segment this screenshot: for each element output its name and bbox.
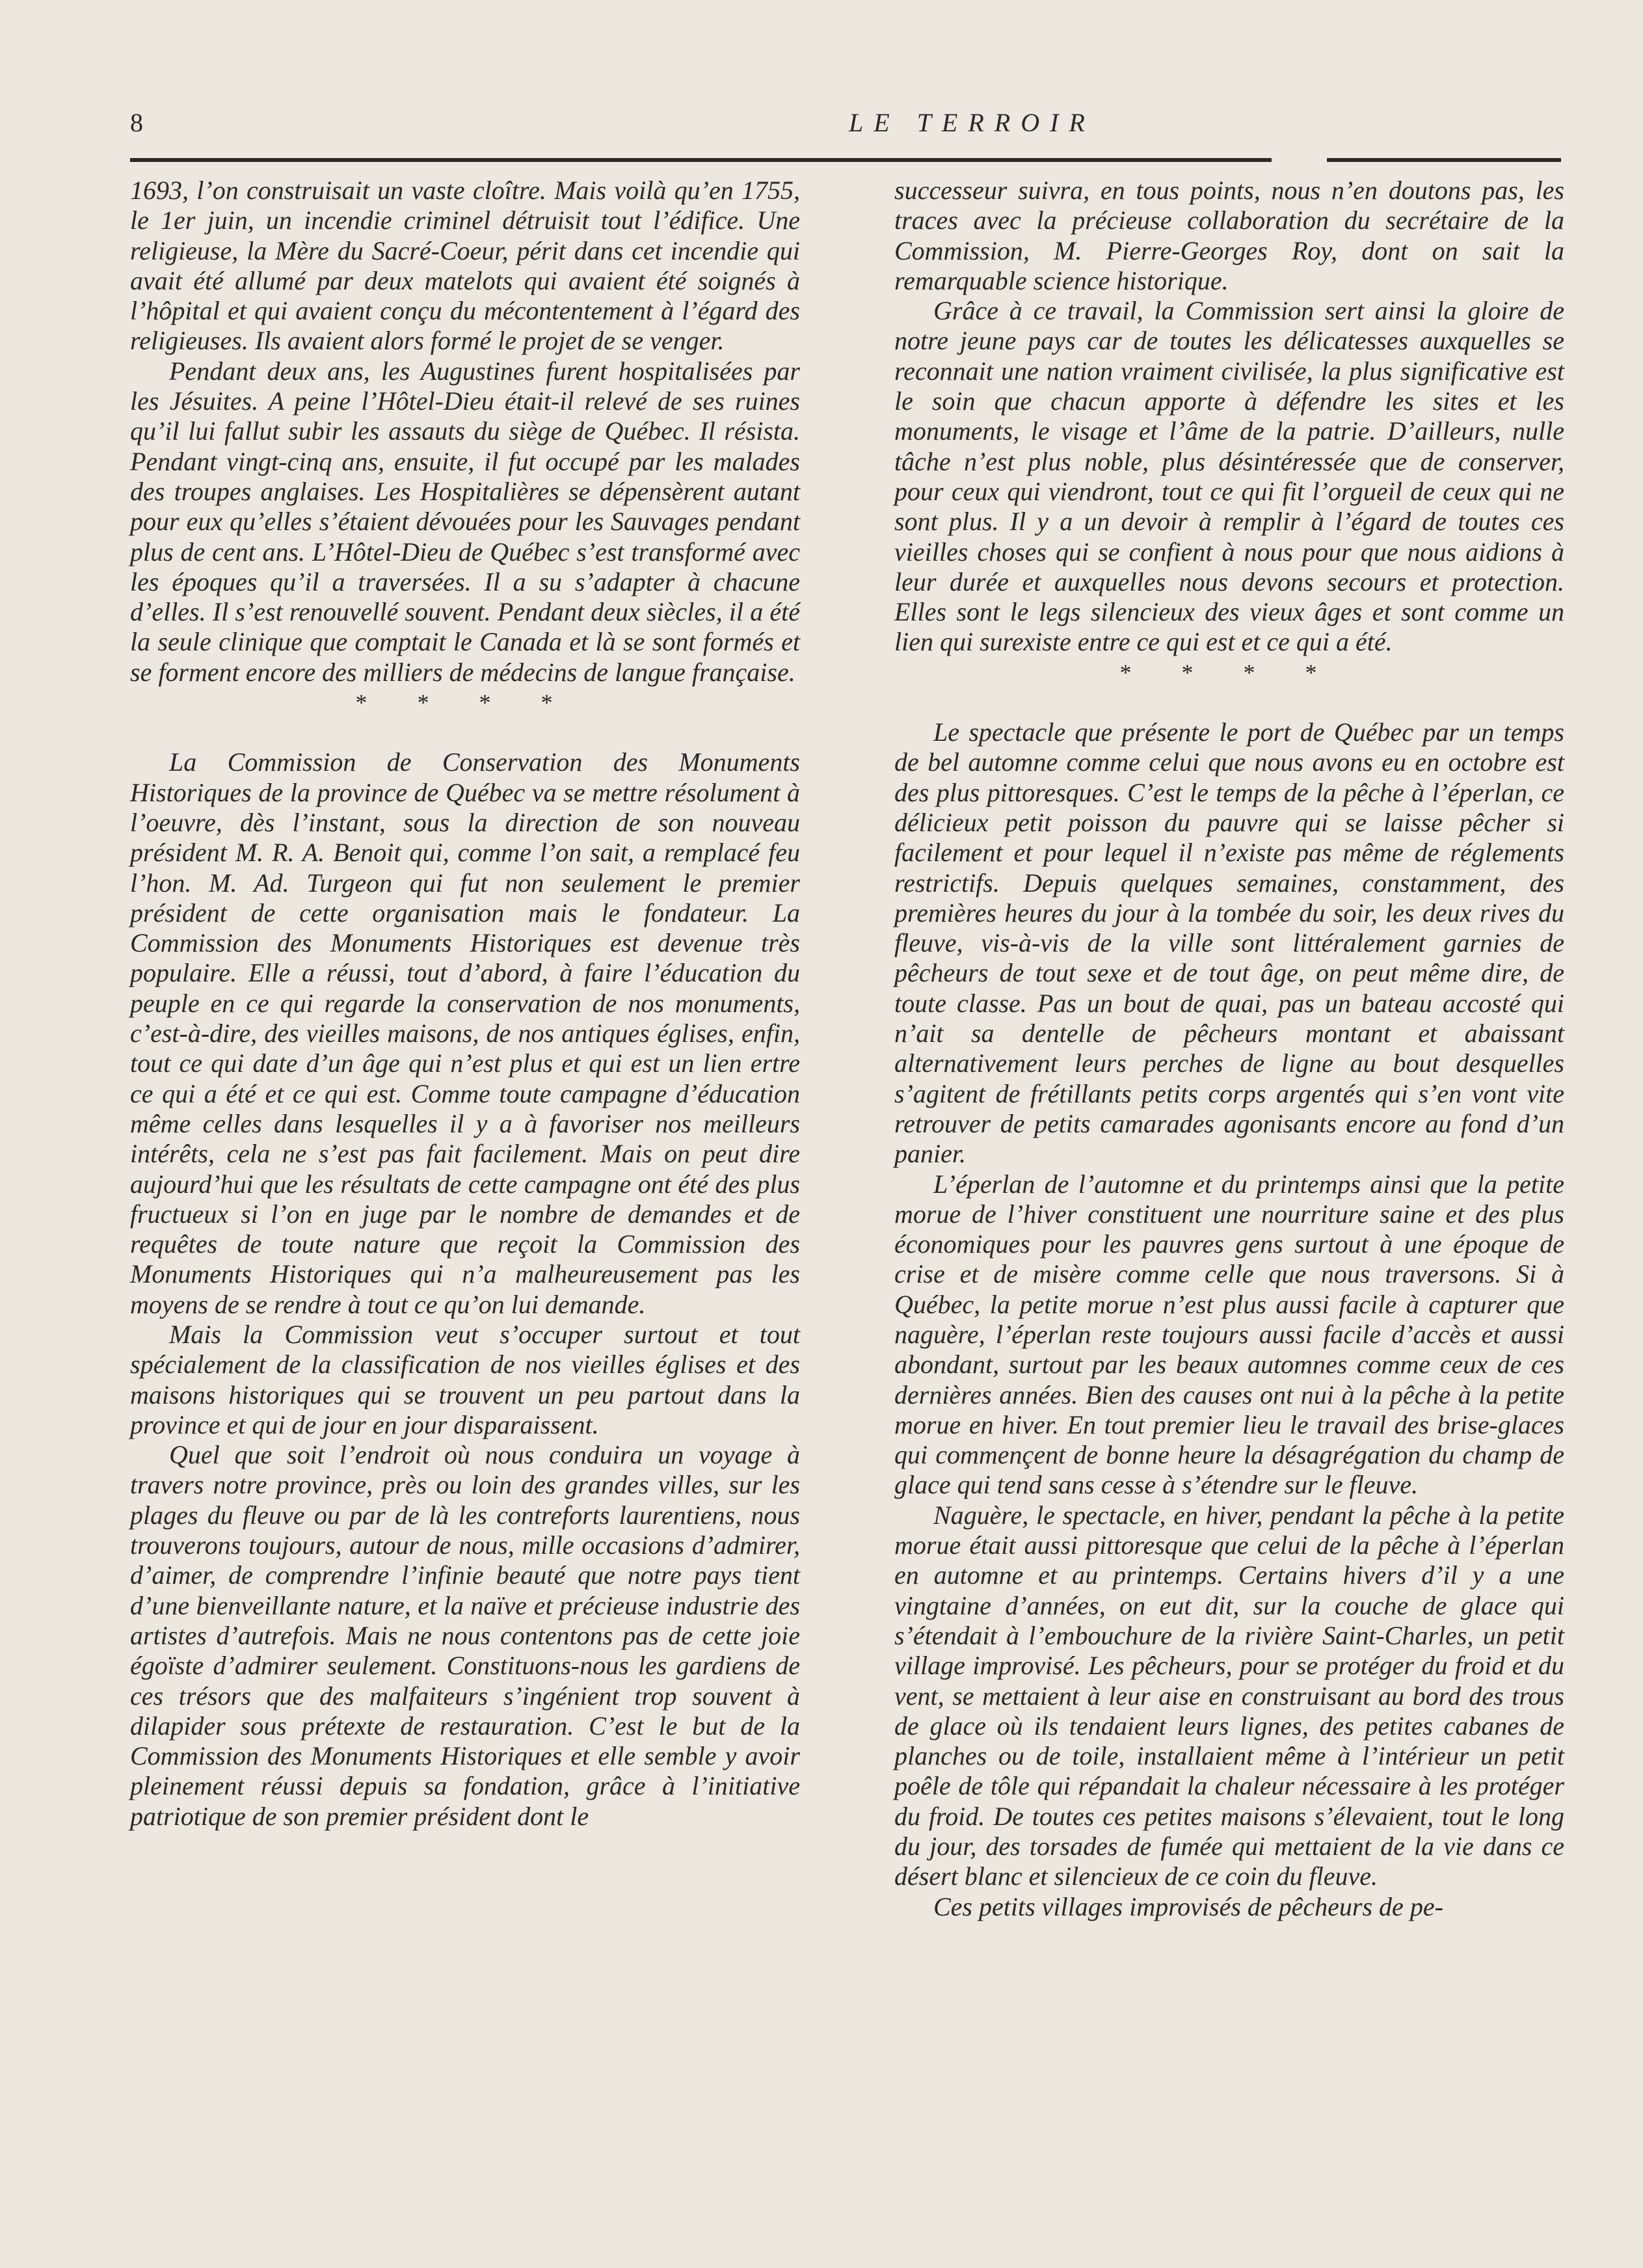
paragraph: 1693, l’on construisait un vaste cloître. Mais voilà qu’en 1755, le 1er juin, un incendie criminel détruisit tout l’édifice. Une religieuse, la Mère du Sacré-Coeur, périt dans cet incendie qui avait été allumé par deux matelots qui avaient été soignés à l’hôpital et qui avaient conçu du mécontentement à l’égard des religieuses. Ils avaient alors formé le projet de se venger. xyxy=(130,176,800,356)
paragraph: La Commission de Conservation des Monuments Historiques de la province de Québec va se mettre résolument à l’oeuvre, dès l’instant, sous la direction de son nouveau président M. R. A. Benoit qui, comme l’on sait, a remplacé feu l’hon. M. Ad. Turgeon qui fut non seulement le premier président de cette organisation mais le fondateur. La Commission des Monuments Historiques est devenue très populaire. Elle a réussi, tout d’abord, à faire l’éducation du peuple en ce qui regarde la conservation de nos monuments, c’est-à-dire, des vieilles maisons, de nos antiques églises, enfin, tout ce qui date d’un âge qui n’est plus et qui est un lien ertre ce qui a été et ce qui est. Comme toute campagne d’éducation même celles dans lesquelles il y a à favoriser nos meilleurs intérêts, cela ne s’est pas fait facilement. Mais on peut dire aujourd’hui que les résultats de cette campagne ont été des plus fructueux si l’on en juge par le nombre de demandes et de requêtes de toute nature que reçoit la Commission des Monuments Historiques qui n’a malheureusement pas les moyens de se rendre à tout ce qu’on lui demande. xyxy=(130,747,800,1319)
paragraph: Quel que soit l’endroit où nous conduira un voyage à travers notre province, près ou loin des grandes villes, sur les plages du fleuve ou par de là les contreforts laurentiens, nous trouverons toujours, autour de nous, mille occasions d’admirer, d’aimer, de comprendre l’infinie beauté que notre pays tient d’une bienveillante nature, et la naïve et précieuse industrie des artistes d’autrefois. Mais ne nous contentons pas de cette joie égoïste d’admirer seulement. Constituons-nous les gardiens de ces trésors que des malfaiteurs s’ingénient trop souvent à dilapider sous prétexte de restauration. C’est le but de la Commission des Monuments Historiques et elle semble y avoir pleinement réussi depuis sa fondation, grâce à l’initiative patriotique de son premier président dont le xyxy=(130,1440,800,1831)
spacer xyxy=(130,717,800,747)
paragraph: Grâce à ce travail, la Commission sert ainsi la gloire de notre jeune pays car de toutes les délicatesses auxquelles se reconnait une nation vraiment civilisée, la plus significative est le soin que chacun apporte à défendre les sites et les monuments, le visage et l’âme de la patrie. D’ailleurs, nulle tâche n’est plus noble, plus désintéressée que de conserver, pour ceux qui viendront, tout ce qui fit l’orgueil de ceux qui ne sont plus. Il y a un devoir à remplir à l’égard de toutes ces vieilles choses qui se confient à nous pour que nous aidions à leur durée et auxquelles nous devons secours et protection. Elles sont le legs silencieux des vieux âges et sont comme un lien qui surexiste entre ce qui est et ce qui a été. xyxy=(894,296,1564,657)
paragraph: successeur suivra, en tous points, nous n’en doutons pas, les traces avec la précieuse collaboration du secrétaire de la Commission, M. Pierre-Georges Roy, dont on sait la remarquable science historique. xyxy=(894,176,1564,295)
page-header xyxy=(130,107,1561,146)
spacer xyxy=(894,687,1564,717)
header-rule-left xyxy=(130,158,1272,162)
section-separator: * * * * xyxy=(355,689,575,716)
section-separator: * * * * xyxy=(1119,659,1339,686)
paragraph: Naguère, le spectacle, en hiver, pendant la pêche à la petite morue était aussi pittoresque que celui de la pêche à l’éperlan en automne et au printemps. Certains hivers d’il y a une vingtaine d’années, on eut dit, sur la couche de glace qui s’étendait à l’embouchure de la rivière Saint-Charles, un petit village improvisé. Les pêcheurs, pour se protéger du froid et du vent, se mettaient à leur aise en construisant au bord des trous de glace où ils tendaient leurs lignes, des petites cabanes de planches ou de toile, installaient même à l’intérieur un petit poêle de tôle qui répandait la chaleur nécessaire à les protéger du froid. De toutes ces petites maisons s’élevaient, tout le long du jour, des torsades de fumée qui mettaient de la vie dans ce désert blanc et silencieux de ce coin du fleuve. xyxy=(894,1500,1564,1891)
right-column xyxy=(894,176,1564,1922)
paragraph: L’éperlan de l’automne et du printemps ainsi que la petite morue de l’hiver constituent une nourriture saine et des plus économiques pour les pauvres gens surtout à une époque de crise et de misère comme celle que nous traversons. Si à Québec, la petite morue n’est plus aussi facile à capturer que naguère, l’éperlan reste toujours aussi facile d’accès et aussi abondant, surtout par les beaux automnes comme ceux de ces dernières années. Bien des causes ont nui à la pêche à la petite morue en hiver. En tout premier lieu le travail des brise-glaces qui commençent de bonne heure la désagrégation du champ de glace qui tend sans cesse à s’étendre sur le fleuve. xyxy=(894,1169,1564,1500)
page-number: 8 xyxy=(130,108,143,137)
paragraph: Le spectacle que présente le port de Québec par un temps de bel automne comme celui que nous avons eu en octobre est des plus pittoresques. C’est le temps de la pêche à l’éperlan, ce délicieux petit poisson du pauvre qui se laisse pêcher si facilement et pour lequel il n’existe pas même de réglements restrictifs. Depuis quelques semaines, constamment, des premières heures du jour à la tombée du soir, les deux rives du fleuve, vis-à-vis de la ville sont littéralement garnies de pêcheurs de tout sexe et de tout âge, on peut même dire, de toute classe. Pas un bout de quai, pas un bateau accosté qui n’ait sa dentelle de pêcheurs montant et abaissant alternativement leurs perches de ligne au bout desquelles s’agitent de frétillants petits corps argentés qui s’en vont vite retrouver de petits camarades agonisants encore au fond d’un panier. xyxy=(894,717,1564,1169)
journal-title: LE TERROIR xyxy=(849,108,1095,137)
header-rule-right xyxy=(1327,158,1561,162)
paragraph: Mais la Commission veut s’occuper surtout et tout spécialement de la classification de nos vieilles églises et des maisons historiques qui se trouvent un peu partout dans la province et qui de jour en jour disparaissent. xyxy=(130,1319,800,1439)
paragraph: Pendant deux ans, les Augustines furent hospitalisées par les Jésuites. A peine l’Hôtel-Dieu était-il relevé de ses ruines qu’il lui fallut subir les assauts du siège de Québec. Il résista. Pendant vingt-cinq ans, ensuite, il fut occupé par les malades des troupes anglaises. Les Hospitalières se dépensèrent autant pour eux qu’elles s’étaient dévouées pour les Sauvages pendant plus de cent ans. L’Hôtel-Dieu de Québec s’est transformé avec les époques qu’il a traversées. Il a su s’adapter à chacune d’elles. Il s’est renouvellé souvent. Pendant deux siècles, il a été la seule clinique que comptait le Canada et là se sont formés et se forment encore des milliers de médecins de langue française. xyxy=(130,356,800,687)
paragraph: Ces petits villages improvisés de pêcheurs de pe- xyxy=(933,1891,1443,1921)
left-column xyxy=(130,176,800,1832)
